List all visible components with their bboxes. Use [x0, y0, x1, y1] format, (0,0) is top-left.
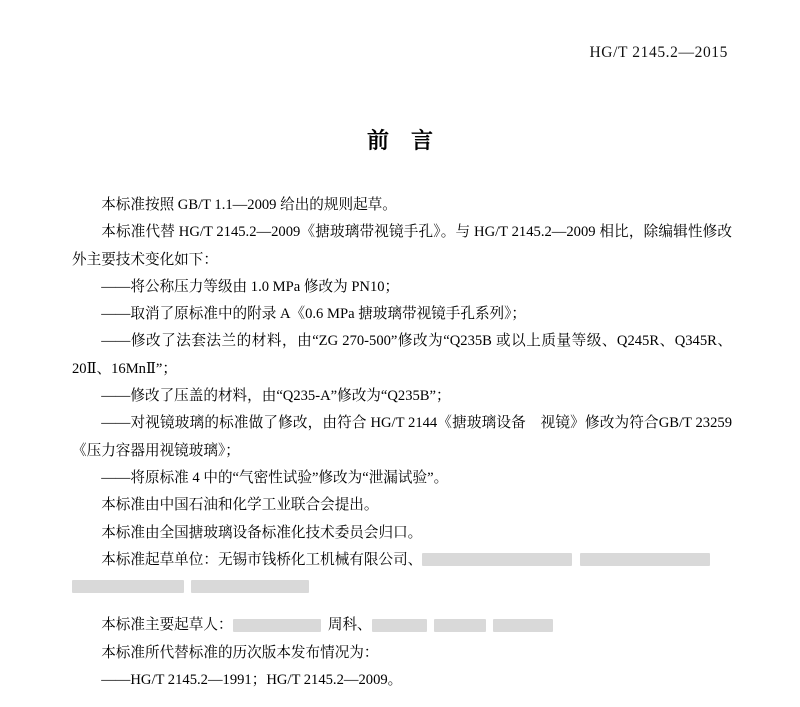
foreword-change-item-1: ——将公称压力等级由 1.0 MPa 修改为 PN10； [101, 278, 400, 295]
redacted-text-block [72, 580, 184, 593]
drafter-name-visible: 周科、 [327, 617, 372, 634]
page-header-standard-code: HG/T 2145.2—2015 [589, 44, 728, 61]
foreword-drafting-organizations [72, 547, 732, 574]
foreword-drafters [72, 612, 732, 639]
redacted-text-block [493, 619, 553, 632]
redacted-text-block [372, 619, 427, 632]
foreword-proposer: 本标准由中国石油和化学工业联合会提出。 [101, 497, 379, 514]
foreword-change-item-3: ——修改了法套法兰的材料，由“ZG 270-500”修改为“Q235B 或以上质量等级、Q245R、Q345R、20Ⅱ、16MnⅡ”； [72, 333, 732, 377]
foreword-body [72, 192, 732, 694]
redacted-text-block [191, 580, 309, 593]
foreword-replaced-versions-list: ——HG/T 2145.2—1991；HG/T 2145.2—2009。 [101, 672, 403, 689]
drafting-organizations-label: 本标准起草单位： [101, 551, 218, 568]
foreword-change-item-6: ——将原标准 4 中的“气密性试验”修改为“泄漏试验”。 [101, 469, 449, 486]
page-title: 前言 [366, 128, 455, 154]
drafters-label: 本标准主要起草人： [101, 617, 233, 634]
drafting-organization-primary: 无锡市钱桥化工机械有限公司、 [217, 551, 423, 568]
foreword-change-item-5: ——对视镜玻璃的标准做了修改，由符合 HG/T 2144《搪玻璃设备 视镜》修改为符合GB/T 23259《压力容器用视镜玻璃》； [72, 415, 732, 459]
redacted-text-block [422, 553, 572, 566]
foreword-administrator: 本标准由全国搪玻璃设备标准化技术委员会归口。 [101, 524, 423, 541]
redacted-text-block [434, 619, 486, 632]
foreword-line-1: 本标准按照 GB/T 1.1—2009 给出的规则起草。 [101, 197, 397, 213]
foreword-change-item-2: ——取消了原标准中的附录 A《0.6 MPa 搪玻璃带视镜手孔系列》； [101, 306, 527, 323]
foreword-change-item-4: ——修改了压盖的材料，由“Q235-A”修改为“Q235B”； [101, 388, 451, 405]
foreword-replaced-versions-intro: 本标准所代替标准的历次版本发布情况为： [101, 644, 379, 661]
foreword-line-2: 本标准代替 HG/T 2145.2—2009《搪玻璃带视镜手孔》。与 HG/T 2145.2—2009 相比，除编辑性修改外主要技术变化如下： [72, 224, 732, 268]
foreword-drafting-organizations-cont [72, 574, 732, 601]
redacted-text-block [580, 553, 710, 566]
paragraph-spacer [72, 601, 732, 612]
redacted-text-block [233, 619, 321, 632]
